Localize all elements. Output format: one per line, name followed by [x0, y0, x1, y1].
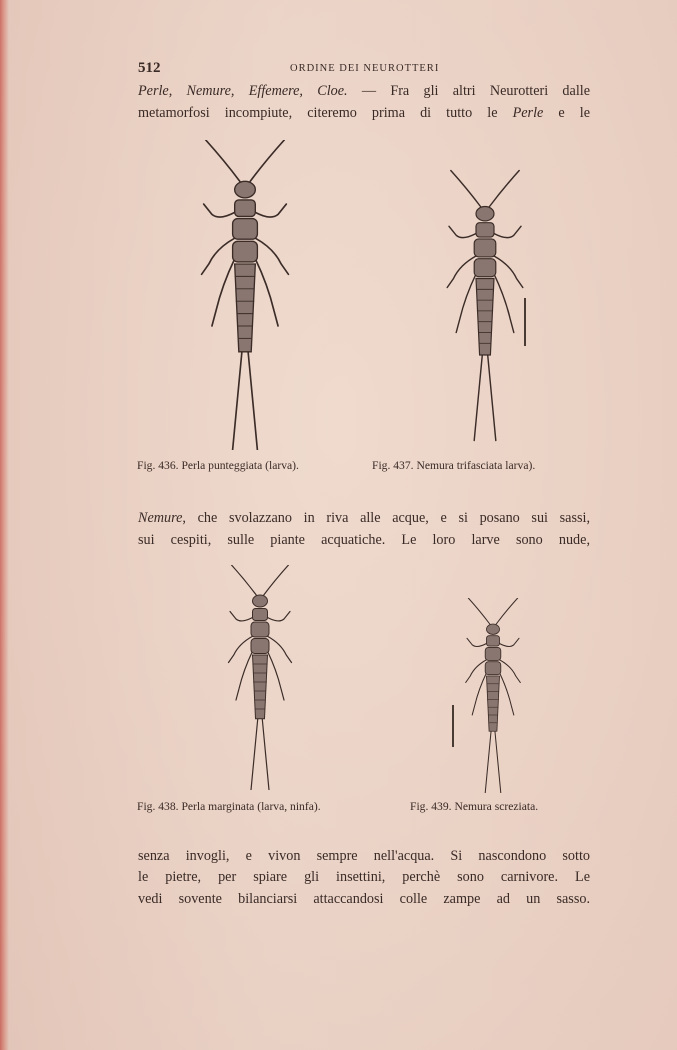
figure-caption: Fig. 437. Nemura trifasciata larva). — [372, 459, 536, 472]
text-segment: , che svolazzano in riva alle acque, e si posano sui sassi, — [182, 510, 590, 526]
figure-caption: Fig. 436. Perla punteggiata (larva). — [137, 459, 299, 472]
figure-436-perla-punteggiata-illustration — [190, 140, 300, 450]
text-line — [138, 867, 590, 887]
text-line — [138, 103, 590, 123]
figure-437-nemura-trifasciata-illustration — [440, 158, 530, 453]
text-segment: metamorfosi incompiute, citeremo prima di tutto le — [138, 105, 513, 121]
figure-438-perla-marginata-illustration — [205, 565, 315, 790]
text-line — [138, 530, 590, 550]
text-segment: vedi sovente bilanciarsi attaccandosi colle zampe ad un sasso. — [138, 891, 590, 907]
text-line — [138, 889, 590, 909]
running-title: ORDINE DEI NEUROTTERI — [290, 63, 440, 74]
text-line — [138, 81, 590, 101]
figure-caption: Fig. 438. Perla marginata (larva, ninfa). — [137, 800, 321, 813]
scale-bar — [452, 705, 454, 747]
figure-caption: Fig. 439. Nemura screziata. — [410, 800, 539, 813]
text-segment: sui cespiti, sulle piante acquatiche. Le loro larve sono nude, — [138, 532, 590, 548]
page-header — [138, 60, 590, 80]
text-segment: Perle, Nemure, Effemere, Cloe. — [138, 83, 348, 99]
text-segment: Perle — [512, 105, 544, 121]
page-number: 512 — [138, 60, 161, 76]
text-line — [138, 846, 590, 866]
text-segment: e le — [543, 105, 590, 121]
text-segment: Nemure — [138, 510, 183, 526]
text-segment: le pietre, per spiare gli insettini, perchè sono carnivore. Le — [138, 869, 590, 885]
figure-439-nemura-screziata-illustration — [448, 598, 538, 793]
text-line — [138, 508, 590, 528]
text-segment: — Fra gli altri Neurotteri dalle — [347, 83, 591, 99]
text-segment: senza invogli, e vivon sempre nell'acqua. Si nascondono sotto — [138, 848, 590, 864]
scale-bar — [524, 298, 526, 346]
